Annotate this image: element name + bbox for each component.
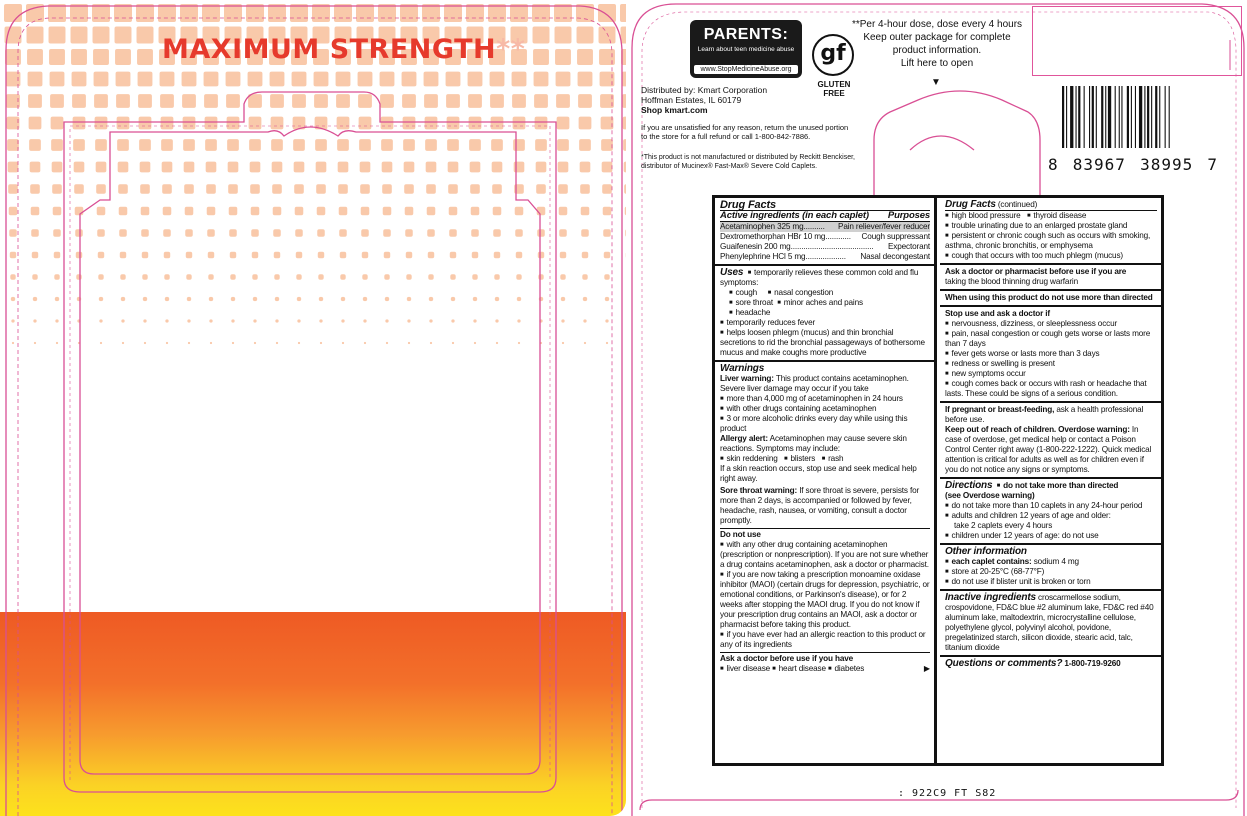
gluten-free-icon: gf <box>812 34 854 76</box>
barcode-bar <box>1076 86 1077 148</box>
inactive-ingredients-section: Inactive ingredients croscarmellose sodium, crospovidone, FD&C blue #2 aluminum lake, FD&C red #40 aluminum lake, maltodextrin, microcrystalline cellulose, polyethylene glycol, polyvinyl alcohol, povidone, pregelatinized starch, silicon dioxide, stearic acid, talc, titanium dioxide <box>940 591 1161 657</box>
barcode-bar <box>1144 86 1145 148</box>
barcode-bar <box>1115 86 1116 148</box>
barcode-bar <box>1135 86 1136 148</box>
label-area <box>1032 6 1242 76</box>
barcode-bar <box>1169 86 1170 148</box>
barcode-bar <box>1062 86 1064 148</box>
uses-section: Uses ■ temporarily relieves these common cold and flu symptoms: ■ cough ■ nasal congestion ■ sore throat ■ minor aches and pains ■ headache ■ temporarily reduces fever ■ helps loosen phlegm (mucus) and thin bronchial secretions to rid the bronchial passageways of bothersome mucus and make coughs more productive <box>715 266 934 362</box>
drug-facts-right-column <box>940 198 1161 763</box>
continued-section: Drug Facts (continued) ■ high blood pressure ■ thyroid disease ■ trouble urinating due to an enlarged prostate gland ■ persistent or chronic cough such as occurs with smoking, asthma, chronic bronchitis, or emphysema ■ cough that occurs with too much phlegm (mucus) <box>940 198 1161 265</box>
when-using-section: When using this product do not use more than directed <box>940 291 1161 307</box>
barcode-bar <box>1105 86 1106 148</box>
barcode-bar <box>1108 86 1111 148</box>
barcode-bar <box>1151 86 1152 148</box>
refund-note: If you are unsatisfied for any reason, return the unused portion to the store for a full refund or call 1-800-842-7886. <box>641 123 849 141</box>
parents-badge <box>690 20 802 78</box>
active-heading: Active ingredients (in each caplet) <box>720 210 869 221</box>
barcode-bar <box>1159 86 1160 148</box>
directions-section: Directions ■ do not take more than directed (see Overdose warning) ■ do not take more than 10 caplets in any 24-hour period ■ adults and children 12 years of age and older: take 2 caplets every 4 hours ■ children under 12 years of age: do not use <box>940 479 1161 545</box>
dose-note: **Per 4-hour dose, dose every 4 hours Keep outer package for complete product information. Lift here to open <box>851 19 1023 69</box>
drug-facts-left-column <box>715 198 937 763</box>
pregnancy-section: If pregnant or breast-feeding, ask a health professional before use. Keep out of reach of children. Overdose warning: In case of overdose, get medical help or contact a Poison Control Center right away (1-800-222-1222). Quick medical attention is critical for adults as well as for children even if you do not notice any signs or symptoms. <box>940 403 1161 479</box>
other-information-section: Other information ■ each caplet contains: sodium 4 mg ■ store at 20-25°C (68-77°F) ■ do not use if blister unit is broken or torn <box>940 545 1161 591</box>
ingredient-row: Dextromethorphan HBr 10 mg............ Cough suppressant <box>720 232 930 241</box>
drug-facts-panel <box>712 195 1164 766</box>
barcode-bar <box>1066 86 1067 148</box>
barcode <box>1062 86 1202 148</box>
continue-arrow-icon: ▶ <box>923 664 930 673</box>
product-title: MAXIMUM STRENGTH** <box>162 34 526 65</box>
distributor-info: Distributed by: Kmart Corporation Hoffman Estates, IL 60179 Shop kmart.com <box>641 85 768 115</box>
barcode-bar <box>1155 86 1157 148</box>
barcode-bar <box>1127 86 1129 148</box>
barcode-bar <box>1092 86 1094 148</box>
purposes-heading: Purposes <box>887 210 930 221</box>
ingredient-row: Acetaminophen 325 mg.......... Pain reliever/fever reducer <box>720 222 930 231</box>
stop-use-section: Stop use and ask a doctor if ■ nervousness, dizziness, or sleeplessness occur ■ pain, nasal congestion or cough gets worse or lasts more than 7 days ■ fever gets worse or lasts more than 3 days ■ redness or swelling is present ■ new symptoms occur ■ cough comes back or occurs with rash or headache that lasts. These could be signs of a serious condition. <box>940 307 1161 403</box>
parents-subtitle: Learn about teen medicine abuse <box>697 46 795 53</box>
warnings-heading: Warnings <box>720 363 765 374</box>
barcode-bar <box>1070 86 1073 148</box>
lift-arrow-icon: ▼ <box>931 77 941 88</box>
barcode-bar <box>1084 86 1085 148</box>
barcode-number: 8 83967 38995 7 <box>1048 155 1218 174</box>
active-ingredients-section <box>715 198 934 266</box>
parents-title: PARENTS: <box>703 26 789 43</box>
uses-heading: Uses <box>720 267 744 278</box>
ingredient-row: Guaifenesin 200 mg....................................... Expectorant <box>720 242 930 251</box>
barcode-bar <box>1165 86 1166 148</box>
ask-doctor-heading: Ask a doctor before use if you have <box>720 654 854 663</box>
barcode-bar <box>1139 86 1142 148</box>
barcode-bar <box>1101 86 1103 148</box>
warnings-section: Warnings Liver warning: This product contains acetaminophen. Severe liver damage may occur if you take ■ more than 4,000 mg of acetaminophen in 24 hours ■ with other drugs containing acetaminophen ■ 3 or more alcoholic drinks every day while using this product Allergy alert: Acetaminophen may cause severe skin reactions. Symptoms may include: ■ skin reddening ■ blisters ■ rash If a skin reaction occurs, stop use and seek medical help right away. Sore throat warning: If sore throat is severe, persists for more than 2 days, is accompanied or followed by fever, headache, rash, nausea, or vomiting, consult a doctor promptly. Do not use ■ with any other drug containing acetaminophen (prescription or nonprescription). If you are not sure whether a drug contains acetaminophen, ask a doctor or pharmacist. ■ if you are now taking a prescription monoamine oxidase inhibitor (MAOI) (certain drugs for depression, psychiatric, or emotional conditions, or Parkinson's disease), or for 2 weeks after stopping the MAOI drug. If you do not know if your prescription drug contains an MAOI, ask a doctor or pharmacist before taking this product. ■ if you have ever had an allergic reaction to this product or any of its ingredients Ask a doctor before use if you have ■ liver disease ■ heart disease ■ diabetes ▶ <box>715 362 934 676</box>
parents-url: www.StopMedicineAbuse.org <box>694 65 798 74</box>
barcode-bar <box>1131 86 1132 148</box>
barcode-bar <box>1147 86 1149 148</box>
ingredient-row: Phenylephrine HCl 5 mg................... Nasal decongestant <box>720 252 930 261</box>
barcode-bar <box>1119 86 1120 148</box>
barcode-bar <box>1096 86 1097 148</box>
not-manufactured-note: *This product is not manufactured or distributed by Reckitt Benckiser, distributor of Mucinex® Fast-Max® Severe Cold Caplets. <box>641 154 855 170</box>
barcode-bar <box>1078 86 1080 148</box>
lot-code: : 922C9 FT S82 <box>898 788 997 799</box>
barcode-bar <box>1121 86 1122 148</box>
drug-facts-title: Drug Facts <box>720 200 930 211</box>
barcode-bar <box>1089 86 1090 148</box>
pharmacist-section: Ask a doctor or pharmacist before use if you are taking the blood thinning drug warfarin <box>940 265 1161 291</box>
gluten-free-label: GLUTEN FREE <box>817 80 851 98</box>
questions-section: Questions or comments? 1-800-719-9260 <box>945 658 1121 669</box>
